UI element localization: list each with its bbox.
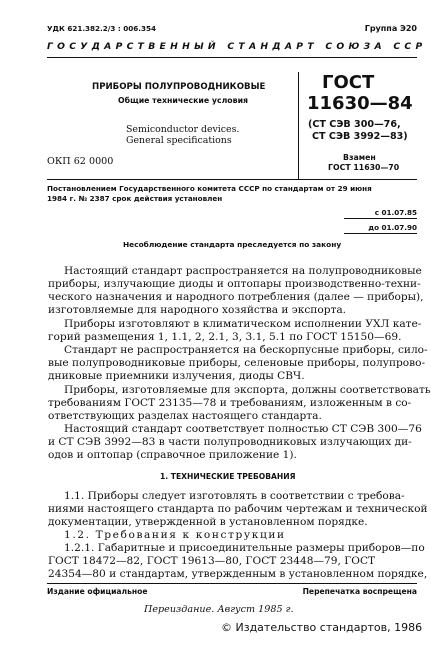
text-line: Настоящий стандарт соответствует полностью СТ СЭВ 300—76 [64, 423, 422, 435]
text-line: 1.2. Требования к конструкции [64, 529, 286, 541]
effective-from: с 01.07.85 [374, 208, 417, 217]
text-line: Настоящий стандарт распространяется на полупроводниковые [64, 265, 422, 277]
text-line: ниями настоящего стандарта по рабочим чертежам и технической [48, 502, 428, 515]
date-rule-1 [344, 218, 417, 219]
text-line: документации, утвержденной в установленном порядке. [48, 515, 368, 528]
subtitle-ru: Общие технические условия [118, 96, 249, 105]
paragraph-exclusions [48, 344, 428, 383]
st-sev-1: (СТ СЭВ 300—76, [308, 119, 401, 130]
paragraph-export [48, 384, 431, 423]
standard-banner: ГОСУДАРСТВЕННЫЙ СТАНДАРТ СОЮЗА ССР [47, 41, 427, 52]
text-line: требованиям ГОСТ 23135—78 и требованиям, изложенным в со- [48, 396, 412, 409]
title-ru: ПРИБОРЫ ПОЛУПРОВОДНИКОВЫЕ [92, 82, 266, 92]
text-line: Приборы, изготовляемые для экспорта, должны соответствовать [64, 384, 431, 396]
text-line: 24354—80 и стандартам, утвержденным в установленном порядке, [48, 567, 428, 580]
clause-1-2 [48, 529, 398, 542]
replaces-gost: ГОСТ 11630—70 [328, 163, 400, 172]
gost-label: ГОСТ [322, 72, 375, 93]
decree-line-1: Постановлением Государственного комитета СССР по стандартам от 29 июня [47, 184, 372, 193]
law-warning: Несоблюдение стандарта преследуется по закону [123, 240, 342, 249]
clause-1-2-1 [48, 542, 428, 581]
text-line: изготовляемые для народного хозяйства и экспорта. [48, 303, 347, 316]
text-line: и СТ СЭВ 3992—83 в части полупроводниковых излучающих ди- [48, 435, 412, 448]
copyright: © Издательство стандартов, 1986 [221, 621, 423, 634]
reprint-prohibited: Перепечатка воспрещена [302, 587, 417, 596]
footer-rule [47, 583, 417, 584]
effective-to: до 01.07.90 [368, 223, 417, 232]
banner-rule [47, 57, 417, 58]
text-line: дниковые приемники излучения, диоды СВЧ. [48, 369, 305, 382]
title-divider-v [298, 72, 299, 180]
gost-number: 11630—84 [307, 93, 413, 114]
text-line: ческого назначения и народного потребления (далее — приборы), [48, 290, 424, 303]
text-line: ответствующих разделах настоящего стандарта. [48, 409, 322, 422]
section-title: 1. ТЕХНИЧЕСКИЕ ТРЕБОВАНИЯ [160, 472, 296, 481]
text-line: ГОСТ 18472—82, ГОСТ 19613—80, ГОСТ 23448—79, ГОСТ [48, 554, 376, 567]
paragraph-scope [48, 265, 424, 317]
udk-code: УДК 621.382.2/3 : 006.354 [47, 24, 157, 33]
text-line: вые полупроводниковые приборы, селеновые приборы, полупрово- [48, 356, 426, 369]
text-line: 1.2.1. Габаритные и присоединительные размеры приборов—по [64, 542, 425, 554]
paragraph-climate [48, 318, 422, 344]
clause-1-1 [48, 490, 428, 529]
paragraph-compliance [48, 423, 422, 462]
text-line: 1.1. Приборы следует изготовлять в соответствии с требова- [64, 490, 405, 502]
replaces-label: Взамен [343, 153, 376, 162]
text-line: одов и оптопар (справочное приложение 1). [48, 448, 297, 461]
reissue-note: Переиздание. Август 1985 г. [144, 604, 294, 615]
st-sev-2: СТ СЭВ 3992—83) [312, 131, 408, 142]
title-en-1: Semiconductor devices. [126, 124, 240, 135]
title-rule [47, 179, 417, 180]
group-code: Группа Э20 [364, 24, 417, 33]
title-en-2: General specifications [126, 135, 232, 146]
text-line: приборы, излучающие диоды и оптопары производственно-техни- [48, 277, 421, 290]
official-edition: Издание официальное [47, 587, 148, 596]
okp-code: ОКП 62 0000 [47, 156, 114, 167]
decree-line-2: 1984 г. № 2387 срок действия установлен [47, 194, 223, 203]
text-line: горий размещения 1, 1.1, 2, 2.1, 3, 3.1, 5.1 по ГОСТ 15150—69. [48, 330, 402, 343]
text-line: Приборы изготовляют в климатическом исполнении УХЛ кате- [64, 318, 422, 330]
text-line: Стандарт не распространяется на бескорпусные приборы, сило- [64, 344, 428, 356]
date-rule-2 [344, 233, 417, 234]
